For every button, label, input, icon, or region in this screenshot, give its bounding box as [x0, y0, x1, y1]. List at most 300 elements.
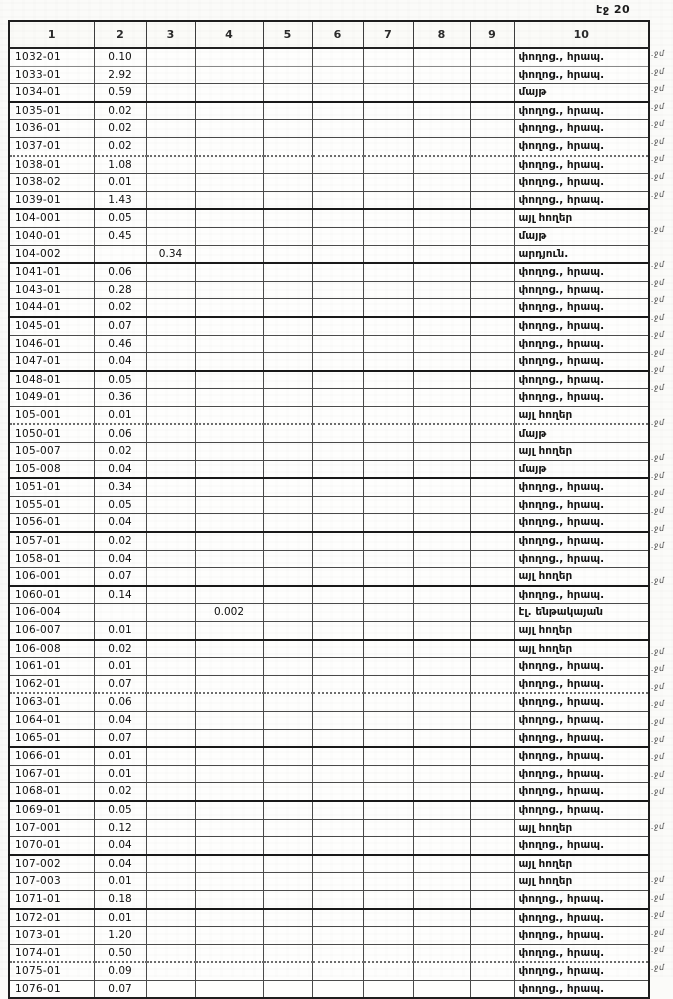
col9-cell — [470, 962, 514, 980]
area-col4-cell — [195, 693, 263, 711]
area-col3-cell — [146, 747, 195, 765]
area-col3-cell — [146, 48, 195, 66]
land-use-cell: մայթ — [514, 227, 649, 245]
margin-mark: .ջմ — [650, 541, 666, 551]
col5-cell — [263, 424, 312, 442]
col6-cell — [312, 514, 363, 532]
col8-cell — [413, 890, 470, 908]
land-use-cell: փողոց., հրապ. — [514, 66, 649, 84]
col8-cell — [413, 66, 470, 84]
col5-cell — [263, 729, 312, 747]
area-col3-cell — [146, 801, 195, 819]
col5-cell — [263, 550, 312, 568]
col7-cell — [363, 245, 413, 263]
area-col4-cell — [195, 174, 263, 192]
col5-cell — [263, 102, 312, 120]
margin-mark: .ջմ — [650, 682, 666, 692]
col5-cell — [263, 84, 312, 102]
col5-cell — [263, 873, 312, 891]
table-row — [9, 962, 649, 980]
area-col4-cell — [195, 729, 263, 747]
margin-annotations-column — [651, 45, 673, 977]
margin-mark: .ջմ — [650, 383, 666, 393]
parcel-code-cell: 1056-01 — [9, 514, 94, 532]
col7-cell — [363, 281, 413, 299]
land-use-cell: փողոց., հրապ. — [514, 586, 649, 604]
col6-cell — [312, 317, 363, 335]
land-use-cell: այլ հողեր — [514, 855, 649, 873]
parcel-code-cell: 1044-01 — [9, 299, 94, 317]
area-col2-cell: 0.02 — [94, 443, 146, 461]
table-row — [9, 568, 649, 586]
col6-cell — [312, 980, 363, 998]
col5-cell — [263, 120, 312, 138]
col8-cell — [413, 227, 470, 245]
area-col4-cell — [195, 120, 263, 138]
col6-cell — [312, 909, 363, 927]
col5-cell — [263, 801, 312, 819]
col8-cell — [413, 84, 470, 102]
col6-cell — [312, 460, 363, 478]
col5-cell — [263, 478, 312, 496]
parcel-code-cell: 105-007 — [9, 443, 94, 461]
col5-cell — [263, 389, 312, 407]
area-col3-cell — [146, 711, 195, 729]
area-col4-cell — [195, 568, 263, 586]
col7-cell — [363, 801, 413, 819]
area-col2-cell: 0.09 — [94, 962, 146, 980]
col9-cell — [470, 729, 514, 747]
col6-cell — [312, 478, 363, 496]
land-use-cell: փողոց., հրապ. — [514, 281, 649, 299]
land-use-cell: այլ հողեր — [514, 819, 649, 837]
area-col2-cell: 0.07 — [94, 675, 146, 693]
col5-cell — [263, 783, 312, 801]
column-header-3: 3 — [146, 21, 195, 48]
col8-cell — [413, 819, 470, 837]
parcel-code-cell: 106-008 — [9, 640, 94, 658]
col6-cell — [312, 658, 363, 676]
area-col2-cell: 0.01 — [94, 873, 146, 891]
col8-cell — [413, 568, 470, 586]
area-col3-cell — [146, 353, 195, 371]
land-use-cell: փողոց., հրապ. — [514, 496, 649, 514]
col8-cell — [413, 281, 470, 299]
area-col4-cell — [195, 586, 263, 604]
col7-cell — [363, 406, 413, 424]
area-col4-cell — [195, 622, 263, 640]
area-col2-cell: 0.45 — [94, 227, 146, 245]
col6-cell — [312, 855, 363, 873]
area-col2-cell: 0.04 — [94, 837, 146, 855]
area-col3-cell — [146, 658, 195, 676]
area-col4-cell — [195, 783, 263, 801]
col7-cell — [363, 102, 413, 120]
margin-mark: .ջմ — [650, 365, 666, 375]
col6-cell — [312, 299, 363, 317]
parcel-code-cell: 1068-01 — [9, 783, 94, 801]
col9-cell — [470, 317, 514, 335]
parcel-code-cell: 107-003 — [9, 873, 94, 891]
col8-cell — [413, 137, 470, 155]
area-col4-cell — [195, 514, 263, 532]
area-col3-cell — [146, 227, 195, 245]
col7-cell — [363, 711, 413, 729]
land-use-cell: փողոց., հրապ. — [514, 514, 649, 532]
col9-cell — [470, 299, 514, 317]
area-col2-cell: 0.02 — [94, 299, 146, 317]
parcel-code-cell: 106-001 — [9, 568, 94, 586]
parcel-code-cell: 106-004 — [9, 604, 94, 622]
col9-cell — [470, 747, 514, 765]
area-col3-cell — [146, 66, 195, 84]
area-col2-cell — [94, 604, 146, 622]
parcel-code-cell: 1060-01 — [9, 586, 94, 604]
margin-mark: .ջմ — [650, 49, 666, 59]
col6-cell — [312, 747, 363, 765]
col8-cell — [413, 102, 470, 120]
table-row — [9, 227, 649, 245]
column-header-8: 8 — [413, 21, 470, 48]
margin-mark: .ջմ — [650, 646, 666, 656]
col8-cell — [413, 353, 470, 371]
margin-mark: .ջմ — [650, 348, 666, 358]
col8-cell — [413, 675, 470, 693]
col7-cell — [363, 532, 413, 550]
area-col4-cell — [195, 191, 263, 209]
col5-cell — [263, 227, 312, 245]
area-col3-cell — [146, 819, 195, 837]
area-col3-cell — [146, 568, 195, 586]
parcel-code-cell: 1051-01 — [9, 478, 94, 496]
area-col3-cell — [146, 299, 195, 317]
parcel-code-cell: 1063-01 — [9, 693, 94, 711]
col8-cell — [413, 783, 470, 801]
parcel-code-cell: 1075-01 — [9, 962, 94, 980]
area-col3-cell — [146, 281, 195, 299]
area-col2-cell: 0.04 — [94, 460, 146, 478]
col8-cell — [413, 532, 470, 550]
col5-cell — [263, 317, 312, 335]
parcel-code-cell: 1057-01 — [9, 532, 94, 550]
margin-mark: .ջմ — [650, 734, 666, 744]
col8-cell — [413, 496, 470, 514]
land-use-cell: այլ հողեր — [514, 406, 649, 424]
col9-cell — [470, 837, 514, 855]
col6-cell — [312, 102, 363, 120]
col8-cell — [413, 765, 470, 783]
col9-cell — [470, 460, 514, 478]
land-use-cell: փողոց., հրապ. — [514, 532, 649, 550]
col5-cell — [263, 371, 312, 389]
table-row — [9, 371, 649, 389]
land-use-cell: այլ հողեր — [514, 443, 649, 461]
table-row — [9, 191, 649, 209]
margin-mark: .ջմ — [650, 488, 666, 498]
margin-mark: .ջմ — [650, 717, 666, 727]
table-row — [9, 819, 649, 837]
col9-cell — [470, 711, 514, 729]
area-col3-cell — [146, 84, 195, 102]
area-col4-cell: 0.002 — [195, 604, 263, 622]
area-col3-cell — [146, 550, 195, 568]
col5-cell — [263, 980, 312, 998]
col7-cell — [363, 66, 413, 84]
margin-mark: .ջմ — [650, 137, 666, 147]
margin-mark: .ջմ — [650, 330, 666, 340]
col6-cell — [312, 622, 363, 640]
margin-mark: .ջմ — [650, 506, 666, 516]
col5-cell — [263, 586, 312, 604]
col7-cell — [363, 335, 413, 353]
col7-cell — [363, 137, 413, 155]
area-col3-cell — [146, 675, 195, 693]
area-col3-cell — [146, 137, 195, 155]
area-col4-cell — [195, 927, 263, 945]
land-use-cell: փողոց., հրապ. — [514, 890, 649, 908]
area-col4-cell — [195, 496, 263, 514]
col8-cell — [413, 335, 470, 353]
table-row — [9, 747, 649, 765]
area-col4-cell — [195, 711, 263, 729]
col6-cell — [312, 550, 363, 568]
col6-cell — [312, 873, 363, 891]
col6-cell — [312, 604, 363, 622]
col6-cell — [312, 496, 363, 514]
parcel-code-cell: 1071-01 — [9, 890, 94, 908]
col5-cell — [263, 962, 312, 980]
area-col2-cell: 0.18 — [94, 890, 146, 908]
col5-cell — [263, 137, 312, 155]
margin-mark: .ջմ — [650, 699, 666, 709]
col7-cell — [363, 819, 413, 837]
parcel-code-cell: 1033-01 — [9, 66, 94, 84]
col7-cell — [363, 478, 413, 496]
col6-cell — [312, 675, 363, 693]
column-header-2: 2 — [94, 21, 146, 48]
area-col3-cell: 0.34 — [146, 245, 195, 263]
area-col4-cell — [195, 102, 263, 120]
col8-cell — [413, 424, 470, 442]
col7-cell — [363, 909, 413, 927]
col7-cell — [363, 890, 413, 908]
col5-cell — [263, 66, 312, 84]
col9-cell — [470, 120, 514, 138]
area-col2-cell: 2.92 — [94, 66, 146, 84]
margin-mark: .ջմ — [650, 225, 666, 235]
margin-mark: .ջմ — [650, 260, 666, 270]
land-use-cell: այլ հողեր — [514, 873, 649, 891]
column-header-10: 10 — [514, 21, 649, 48]
margin-mark: .ջմ — [650, 963, 666, 973]
land-use-cell: փողոց., հրապ. — [514, 299, 649, 317]
parcel-code-cell: 1058-01 — [9, 550, 94, 568]
col9-cell — [470, 658, 514, 676]
margin-mark: .ջմ — [650, 418, 666, 428]
col6-cell — [312, 693, 363, 711]
col8-cell — [413, 263, 470, 281]
area-col2-cell: 1.08 — [94, 156, 146, 174]
land-use-cell: փողոց., հրապ. — [514, 980, 649, 998]
col7-cell — [363, 460, 413, 478]
area-col3-cell — [146, 980, 195, 998]
area-col4-cell — [195, 640, 263, 658]
col7-cell — [363, 424, 413, 442]
parcel-code-cell: 1041-01 — [9, 263, 94, 281]
table-row — [9, 855, 649, 873]
area-col2-cell: 0.07 — [94, 980, 146, 998]
col7-cell — [363, 550, 413, 568]
parcel-code-cell: 1049-01 — [9, 389, 94, 407]
table-row — [9, 765, 649, 783]
col9-cell — [470, 137, 514, 155]
area-col4-cell — [195, 478, 263, 496]
area-col2-cell: 0.04 — [94, 514, 146, 532]
col6-cell — [312, 424, 363, 442]
col7-cell — [363, 371, 413, 389]
parcel-code-cell: 1055-01 — [9, 496, 94, 514]
table-row — [9, 927, 649, 945]
table-row — [9, 66, 649, 84]
table-row — [9, 460, 649, 478]
col6-cell — [312, 568, 363, 586]
col9-cell — [470, 640, 514, 658]
area-col4-cell — [195, 532, 263, 550]
margin-mark: .ջմ — [650, 787, 666, 797]
land-use-cell: փողոց., հրապ. — [514, 944, 649, 962]
col6-cell — [312, 120, 363, 138]
land-use-cell: փողոց., հրապ. — [514, 711, 649, 729]
col7-cell — [363, 980, 413, 998]
col7-cell — [363, 622, 413, 640]
area-col4-cell — [195, 335, 263, 353]
area-col4-cell — [195, 281, 263, 299]
col5-cell — [263, 174, 312, 192]
col8-cell — [413, 711, 470, 729]
parcel-code-cell: 107-001 — [9, 819, 94, 837]
table-row — [9, 622, 649, 640]
col9-cell — [470, 174, 514, 192]
col6-cell — [312, 353, 363, 371]
table-row — [9, 174, 649, 192]
parcel-code-cell: 104-002 — [9, 245, 94, 263]
table-row — [9, 909, 649, 927]
land-use-cell: մայթ — [514, 84, 649, 102]
land-use-cell: փողոց., հրապ. — [514, 693, 649, 711]
col7-cell — [363, 640, 413, 658]
col8-cell — [413, 658, 470, 676]
col5-cell — [263, 837, 312, 855]
area-col4-cell — [195, 550, 263, 568]
table-row — [9, 209, 649, 227]
col8-cell — [413, 209, 470, 227]
parcel-code-cell: 1037-01 — [9, 137, 94, 155]
col8-cell — [413, 317, 470, 335]
parcel-code-cell: 107-002 — [9, 855, 94, 873]
land-use-cell: փողոց., հրապ. — [514, 335, 649, 353]
col8-cell — [413, 622, 470, 640]
parcel-code-cell: 1032-01 — [9, 48, 94, 66]
col7-cell — [363, 747, 413, 765]
col7-cell — [363, 927, 413, 945]
table-row — [9, 406, 649, 424]
col7-cell — [363, 873, 413, 891]
land-use-cell: փողոց., հրապ. — [514, 837, 649, 855]
land-use-cell: փողոց., հրապ. — [514, 478, 649, 496]
col7-cell — [363, 514, 413, 532]
col6-cell — [312, 406, 363, 424]
area-col2-cell: 0.04 — [94, 711, 146, 729]
col8-cell — [413, 191, 470, 209]
col7-cell — [363, 944, 413, 962]
column-header-9: 9 — [470, 21, 514, 48]
area-col3-cell — [146, 191, 195, 209]
col7-cell — [363, 783, 413, 801]
area-col2-cell: 0.12 — [94, 819, 146, 837]
table-row — [9, 120, 649, 138]
area-col2-cell: 0.01 — [94, 406, 146, 424]
table-row — [9, 711, 649, 729]
parcel-code-cell: 1064-01 — [9, 711, 94, 729]
area-col2-cell: 0.59 — [94, 84, 146, 102]
col9-cell — [470, 389, 514, 407]
col9-cell — [470, 909, 514, 927]
area-col4-cell — [195, 406, 263, 424]
land-use-cell: փողոց., հրապ. — [514, 102, 649, 120]
area-col4-cell — [195, 245, 263, 263]
col7-cell — [363, 962, 413, 980]
table-row — [9, 658, 649, 676]
area-col3-cell — [146, 909, 195, 927]
margin-mark: .ջմ — [650, 471, 666, 481]
area-col4-cell — [195, 66, 263, 84]
col8-cell — [413, 604, 470, 622]
col8-cell — [413, 801, 470, 819]
area-col3-cell — [146, 873, 195, 891]
area-col2-cell: 0.02 — [94, 640, 146, 658]
area-col2-cell: 0.02 — [94, 120, 146, 138]
col6-cell — [312, 281, 363, 299]
table-row — [9, 980, 649, 998]
col5-cell — [263, 156, 312, 174]
col5-cell — [263, 622, 312, 640]
col6-cell — [312, 927, 363, 945]
area-col4-cell — [195, 443, 263, 461]
table-row — [9, 944, 649, 962]
col5-cell — [263, 693, 312, 711]
land-use-cell: փողոց., հրապ. — [514, 120, 649, 138]
area-col2-cell: 0.50 — [94, 944, 146, 962]
area-col3-cell — [146, 317, 195, 335]
col9-cell — [470, 514, 514, 532]
margin-mark: .ջմ — [650, 277, 666, 287]
col8-cell — [413, 299, 470, 317]
table-row — [9, 496, 649, 514]
area-col3-cell — [146, 460, 195, 478]
table-row — [9, 48, 649, 66]
area-col3-cell — [146, 478, 195, 496]
area-col4-cell — [195, 263, 263, 281]
col9-cell — [470, 944, 514, 962]
col9-cell — [470, 550, 514, 568]
col6-cell — [312, 191, 363, 209]
table-row — [9, 84, 649, 102]
col5-cell — [263, 406, 312, 424]
parcel-code-cell: 1048-01 — [9, 371, 94, 389]
col5-cell — [263, 443, 312, 461]
margin-mark: .ջմ — [650, 928, 666, 938]
col7-cell — [363, 353, 413, 371]
